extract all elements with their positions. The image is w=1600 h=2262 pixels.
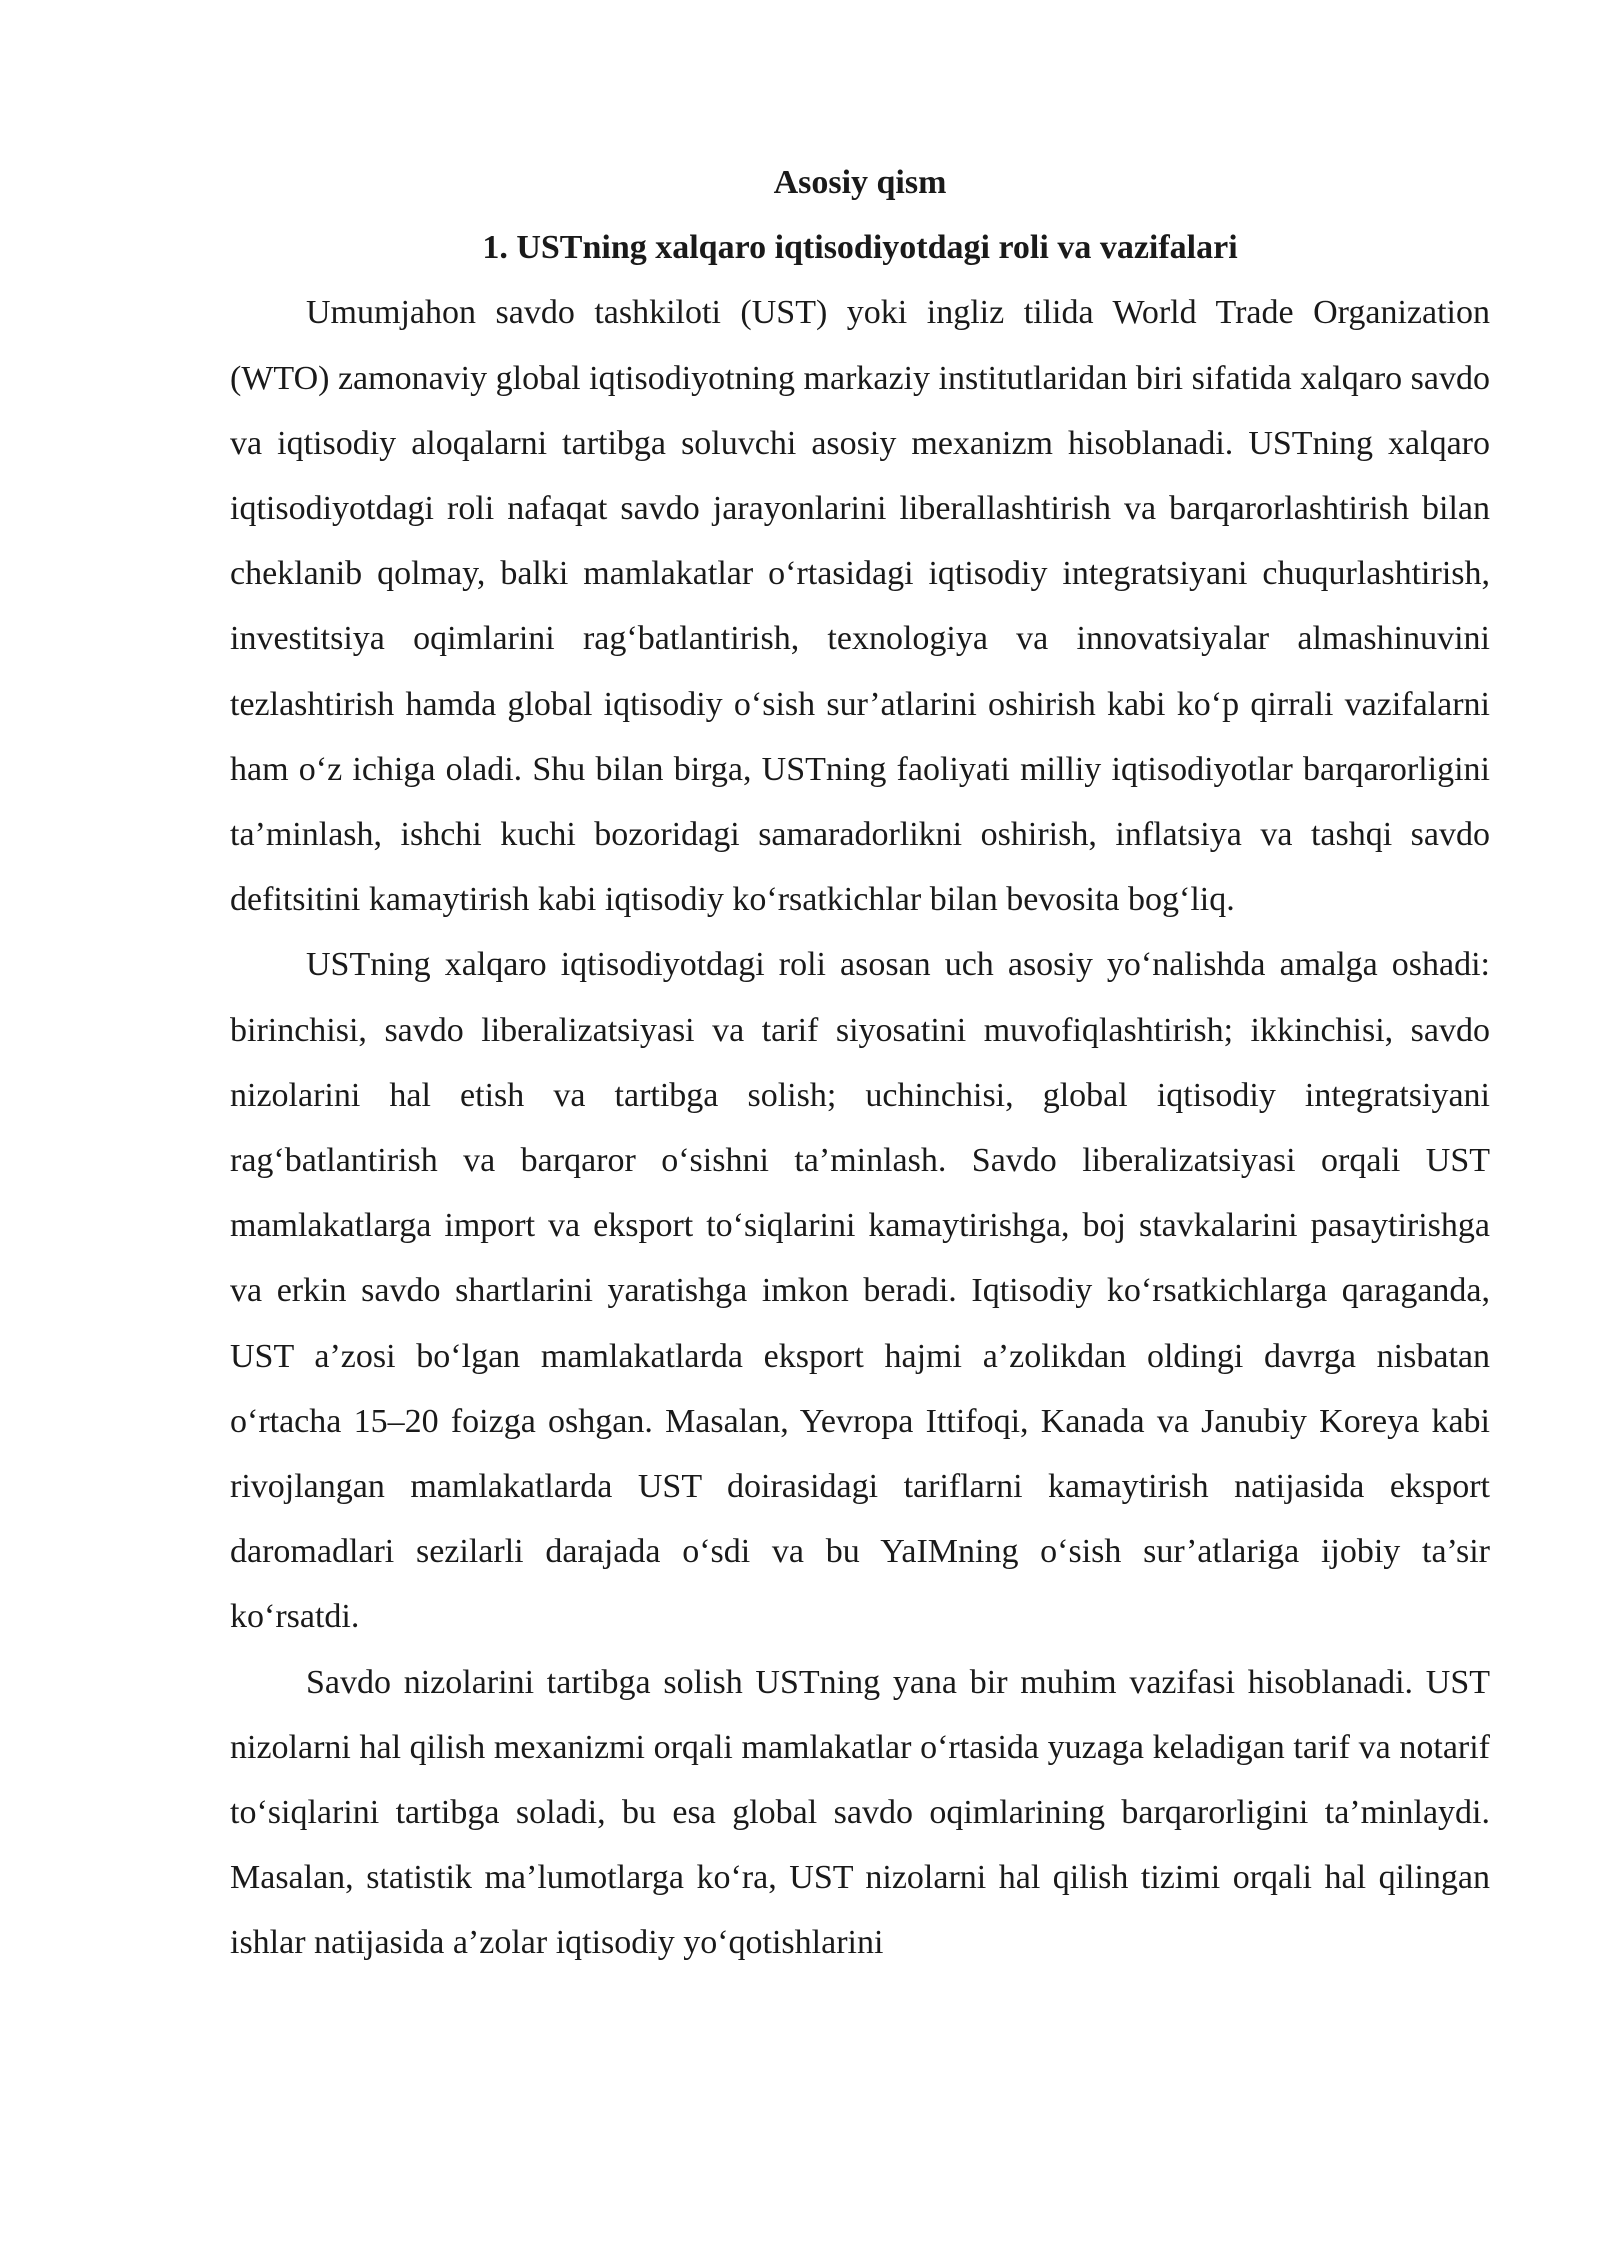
paragraph: USTning xalqaro iqtisodiyotdagi roli asosan uch asosiy yo‘nalishda amalga oshadi: birinchisi, savdo liberalizatsiyasi va tarif siyosatini muvofiqlashtirish; ikkinchisi, savdo nizolarini hal etish va tartibga solish; uchinchisi, global iqtisodiy integratsiyani rag‘batlantirish va barqaror o‘sishni ta’minlash. Savdo liberalizatsiyasi orqali UST mamlakatlarga import va eksport to‘siqlarini kamaytirishga, boj stavkalarini pasaytirishga va erkin savdo shartlarini yaratishga imkon beradi. Iqtisodiy ko‘rsatkichlarga qaraganda, UST a’zosi bo‘lgan mamlakatlarda eksport hajmi a’zolikdan oldingi davrga nisbatan o‘rtacha 15–20 foizga oshgan. Masalan, Yevropa Ittifoqi, Kanada va Janubiy Koreya kabi rivojlangan mamlakatlarda UST doirasidagi tariflarni kamaytirish natijasida eksport daromadlari sezilarli darajada o‘sdi va bu YaIMning o‘sish sur’atlariga ijobiy ta’sir ko‘rsatdi.	[230, 946, 1490, 1636]
document-body	[230, 150, 1490, 1976]
paragraph: Savdo nizolarini tartibga solish USTning yana bir muhim vazifasi hisoblanadi. UST nizolarni hal qilish mexanizmi orqali mamlakatlar o‘rtasida yuzaga keladigan tarif va notarif to‘siqlarini tartibga soladi, bu esa global savdo oqimlarining barqarorligini ta’minlaydi. Masalan, statistik ma’lumotlarga ko‘ra, UST nizolarni hal qilish tizimi orqali hal qilingan ishlar natijasida a’zolar iqtisodiy yo‘qotishlarini	[230, 1663, 1490, 1962]
section-title: Asosiy qism	[773, 164, 947, 201]
paragraph: Umumjahon savdo tashkiloti (UST) yoki ingliz tilida World Trade Organization (WTO) zamonaviy global iqtisodiyotning markaziy institutlaridan biri sifatida xalqaro savdo va iqtisodiy aloqalarni tartibga soluvchi asosiy mexanizm hisoblanadi. USTning xalqaro iqtisodiyotdagi roli nafaqat savdo jarayonlarini liberallashtirish va barqarorlashtirish bilan cheklanib qolmay, balki mamlakatlar o‘rtasidagi iqtisodiy integratsiyani chuqurlashtirish, investitsiya oqimlarini rag‘batlantirish, texnologiya va innovatsiyalar almashinuvini tezlashtirish hamda global iqtisodiy o‘sish sur’atlarini oshirish kabi ko‘p qirrali vazifalarni ham o‘z ichiga oladi. Shu bilan birga, USTning faoliyati milliy iqtisodiyotlar barqarorligini ta’minlash, ishchi kuchi bozoridagi samaradorlikni oshirish, inflatsiya va tashqi savdo defitsitini kamaytirish kabi iqtisodiy ko‘rsatkichlar bilan bevosita bog‘liq.	[230, 294, 1490, 919]
chapter-title: 1. USTning xalqaro iqtisodiyotdagi roli va vazifalari	[482, 229, 1238, 267]
